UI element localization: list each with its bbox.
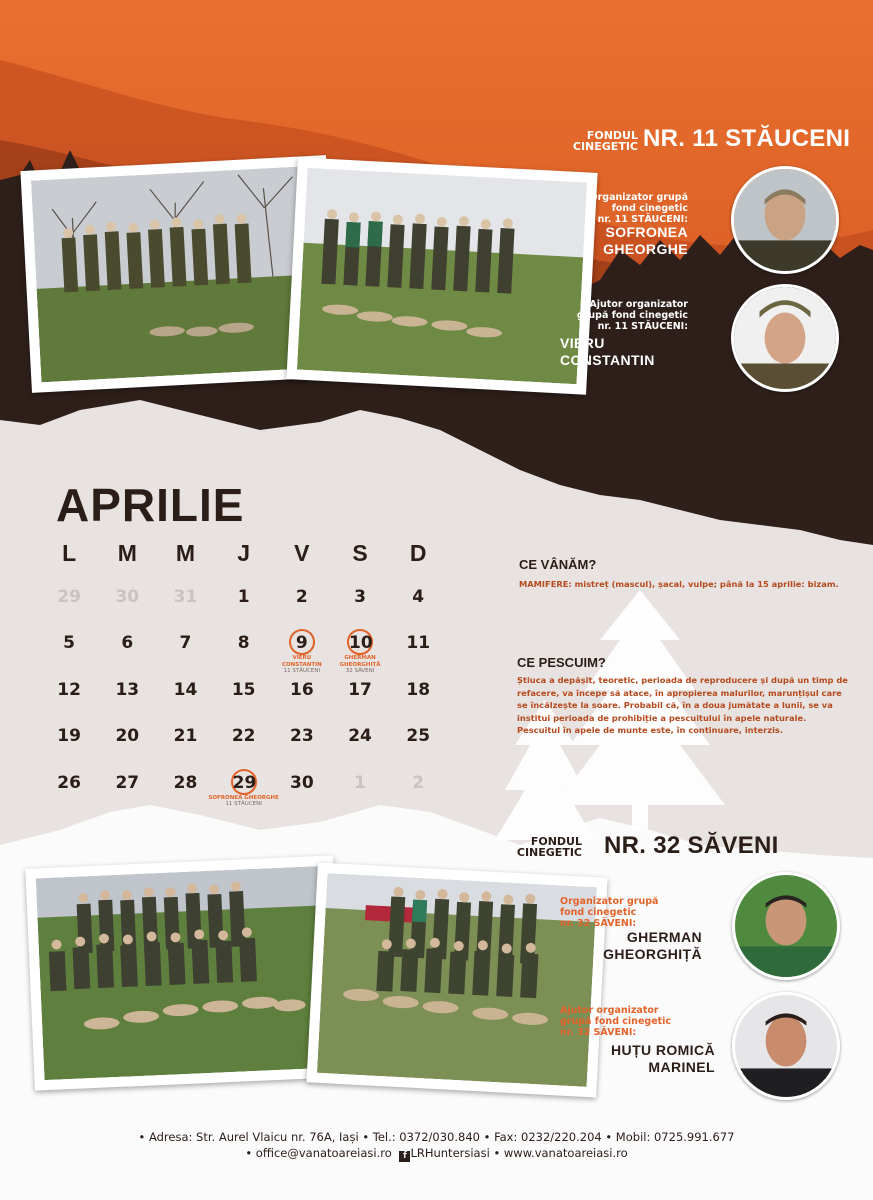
- calendar-day-event: [208, 772, 279, 820]
- fond-name-top: NR. 11 STĂUCENI: [643, 125, 851, 152]
- hunt-text: MAMIFERE: mistreț (mascul), șacal, vulpe; până la 15 aprilie: bizam.: [519, 579, 839, 589]
- role-line: nr. 11 STĂUCENI:: [597, 321, 688, 332]
- assistant-name-top: [560, 335, 703, 369]
- event-label: [321, 655, 399, 675]
- calendar-day: 14: [173, 679, 198, 700]
- weekday-label: M: [175, 540, 196, 566]
- name-line: HUȚU ROMICĂ: [611, 1042, 715, 1058]
- calendar-day: 19: [57, 726, 81, 746]
- calendar-day: 15: [231, 679, 256, 700]
- weekday-label: V: [294, 540, 310, 566]
- footer-contact-line1: • Adresa: Str. Aurel Vlaicu nr. 76A, Iași • Tel.: 0372/030.840 • Fax: 0232/220.204 • Mobil: 0725.991.677: [138, 1130, 735, 1144]
- name-line: GHEORGHIȚĂ: [603, 946, 702, 962]
- calendar-day: 2: [412, 772, 425, 793]
- calendar-day: 21: [173, 726, 198, 746]
- organizer-role-bottom: [560, 896, 702, 929]
- role-line: grupă fond cinegetic: [576, 310, 688, 321]
- weekday-label: D: [409, 540, 427, 566]
- calendar-grid: [40, 540, 448, 819]
- weekday-label: M: [117, 540, 137, 566]
- weekday-label: S: [352, 540, 368, 566]
- calendar-day: 28: [173, 772, 198, 793]
- fond-label-line2: CINEGETIC: [516, 846, 582, 859]
- calendar-day: 8: [237, 633, 250, 653]
- role-line: Ajutor organizator: [560, 1005, 659, 1016]
- calendar-day: 23: [290, 726, 314, 746]
- name-line: GHEORGHE: [603, 241, 688, 257]
- calendar-day: 1: [237, 586, 250, 607]
- event-fond: 11 STĂUCENI: [225, 801, 262, 807]
- role-line: fond cinegetic: [611, 203, 688, 214]
- facebook-icon: f: [399, 1151, 410, 1162]
- event-fond: 32 SĂVENI: [345, 668, 375, 674]
- name-line: CONSTANTIN: [560, 352, 655, 368]
- weekday-header: [40, 540, 448, 587]
- assistant-name-bottom: [560, 1042, 715, 1076]
- fond-label-bottom: [500, 836, 582, 858]
- avatar-hutu-romica-marinel: [732, 992, 840, 1100]
- footer-email[interactable]: • office@vanatoareiasi.ro: [245, 1146, 392, 1160]
- footer-contact-line2: [0, 1146, 873, 1162]
- hunt-title: CE VÂNĂM?: [519, 557, 597, 572]
- calendar-day: 30: [115, 586, 140, 607]
- calendar-day: 17: [348, 679, 372, 700]
- weekday-label: J: [237, 540, 251, 566]
- photo-hunting-group-stauceni-2: [286, 157, 597, 394]
- assistant-role-top: [560, 299, 688, 332]
- calendar-day: 1: [354, 772, 366, 793]
- calendar-day: 29: [57, 586, 81, 607]
- name-line: GHERMAN: [626, 929, 702, 945]
- event-name-line: VIERU: [292, 655, 312, 661]
- event-name-line: GHERMAN: [344, 655, 376, 661]
- role-line: fond cinegetic: [560, 907, 637, 918]
- event-day-circle: 10: [347, 629, 373, 655]
- organizer-name-top: [560, 224, 688, 258]
- fond-label-top: [558, 130, 638, 152]
- fish-title: CE PESCUIM?: [517, 655, 606, 670]
- calendar-day: 3: [354, 586, 366, 607]
- calendar-week: [40, 726, 448, 773]
- calendar-day: 4: [412, 586, 425, 607]
- fond-name-bottom: NR. 32 SĂVENI: [604, 832, 779, 859]
- month-title: APRILIE: [56, 479, 245, 531]
- avatar-vieru-constantin: [731, 284, 839, 392]
- name-line: SOFRONEA: [605, 224, 688, 240]
- calendar-day: 7: [179, 633, 192, 653]
- calendar-day: 26: [57, 772, 81, 793]
- name-line: VIERU: [560, 335, 605, 351]
- photo-hunting-group-saveni-1: [25, 855, 342, 1090]
- event-name-line: CONSTANTIN: [281, 661, 322, 668]
- footer-facebook[interactable]: LRHuntersiasi: [410, 1146, 490, 1160]
- footer-website[interactable]: • www.vanatoareiasi.ro: [493, 1146, 628, 1160]
- role-line: Ajutor organizator: [589, 299, 688, 310]
- calendar-day: 31: [173, 586, 198, 607]
- calendar-week: [40, 773, 448, 820]
- calendar-day: 25: [406, 726, 431, 746]
- role-line: nr. 11 STĂUCENI:: [597, 214, 688, 225]
- role-line: nr. 32 SĂVENI:: [560, 918, 637, 929]
- event-name-line: SOFRONEA GHEORGHE: [208, 794, 279, 801]
- organizer-name-bottom: [570, 929, 702, 963]
- calendar-day-event: [331, 633, 389, 680]
- calendar-day: 5: [63, 633, 76, 653]
- fish-text: Știuca a depășit, teoretic, perioada de reproducere și după un timp de refacere, va începe să atace, în apropierea malurilor, marunțișul care se încălzește la soare. Probabil că, în a doua jumătate a lunii, se va institui perioada de prohibiție a pescuitului în apele naturale. Pescuitul în apele de munte este, în continuare, interzis.: [517, 675, 848, 736]
- calendar-day: 27: [115, 772, 140, 793]
- event-day-circle: 9: [289, 629, 315, 655]
- avatar-gherman-gheorghita: [732, 872, 840, 980]
- fond-label-line2: CINEGETIC: [572, 140, 638, 153]
- assistant-role-bottom: [560, 1005, 702, 1038]
- calendar-day: 22: [231, 726, 256, 746]
- calendar-day: 18: [406, 679, 431, 700]
- calendar-day: 24: [348, 726, 372, 746]
- calendar-week: [40, 587, 448, 634]
- event-name-line: GHEORGHIȚĂ: [339, 661, 381, 668]
- event-day-circle: 29: [231, 769, 257, 795]
- calendar-day: 2: [295, 586, 308, 607]
- fond-label-line1: FONDUL: [530, 835, 582, 848]
- calendar-day: 11: [406, 633, 431, 653]
- name-line: MARINEL: [648, 1059, 715, 1075]
- weekday-label: L: [62, 540, 77, 566]
- fond-label-line1: FONDUL: [586, 129, 638, 142]
- organizer-role-top: [560, 192, 688, 225]
- calendar-day: 20: [115, 726, 140, 746]
- calendar-week: [40, 633, 448, 680]
- role-line: nr. 32 SĂVENI:: [560, 1027, 637, 1038]
- avatar-sofronea-gheorghe: [731, 166, 839, 274]
- calendar-day: 30: [290, 772, 314, 793]
- role-line: grupă fond cinegetic: [560, 1016, 672, 1027]
- calendar-day: 6: [121, 633, 134, 653]
- role-line: Organizator grupă: [589, 192, 688, 203]
- event-fond: 11 STĂUCENI: [283, 668, 321, 674]
- role-line: Organizator grupă: [560, 896, 659, 907]
- calendar-day: 16: [290, 679, 314, 700]
- calendar-week: [40, 680, 448, 727]
- calendar-day: 12: [57, 679, 81, 700]
- calendar-day: 13: [115, 679, 140, 700]
